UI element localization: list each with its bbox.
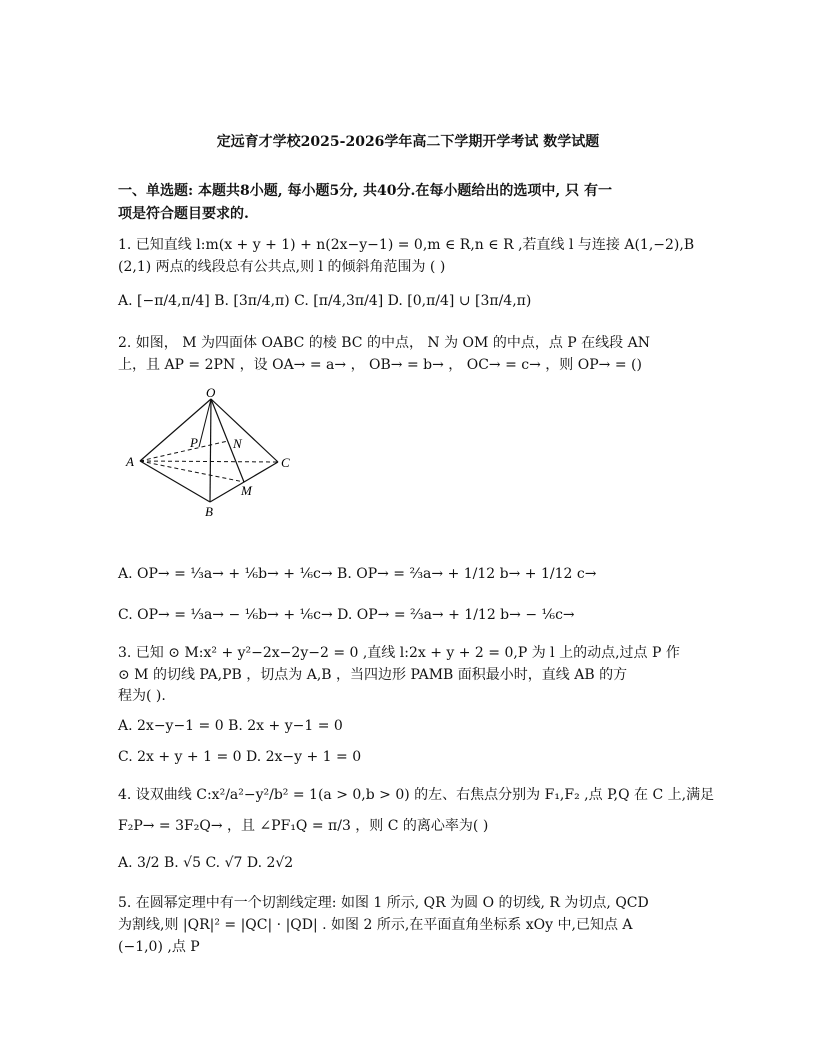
label-M: M (241, 483, 252, 498)
q3-line1: 3. 已知 ⊙ M:x² + y²−2x−2y−2 = 0 ,直线 l:2x + y + 2 = 0,P 为 l 上的动点,过点 P 作 (118, 645, 680, 661)
q1-line1: 1. 已知直线 l:m(x + y + 1) + n(2x−y−1) = 0,m ∈ R,n ∈ R ,若直线 l 与连接 A(1,−2),B (118, 237, 695, 253)
edge-AB (140, 461, 210, 502)
edge-OB (210, 399, 211, 502)
edge-OA (140, 399, 211, 461)
edge-OC (211, 399, 278, 462)
q2-line2: 上，且 AP = 2PN ，设 OA→ = a→ ， OB→ = b→ ， OC→ = c→ ，则 OP→ = () (118, 357, 642, 373)
label-O: O (206, 385, 216, 400)
q4-options: A. 3/2 B. √5 C. √7 D. 2√2 (118, 855, 294, 871)
label-C: C (281, 455, 290, 470)
q3-line2: ⊙ M 的切线 PA,PB ，切点为 A,B ，当四边形 PAMB 面积最小时，直线 AB 的方 (118, 667, 628, 683)
q2-line1: 2. 如图， M 为四面体 OABC 的棱 BC 的中点， N 为 OM 的中点，点 P 在线段 AN (118, 335, 650, 351)
q3-options-cd: C. 2x + y + 1 = 0 D. 2x−y + 1 = 0 (118, 749, 362, 765)
page-title: 定远育才学校2025-2026学年高二下学期开学考试 数学试题 (216, 134, 600, 150)
label-B: B (205, 504, 213, 519)
q4-line2: F₂P→ = 3F₂Q→ ，且 ∠PF₁Q = π/3 ，则 C 的离心率为( ) (118, 818, 489, 834)
q2-options-ab: A. OP→ = ⅓a→ + ⅙b→ + ⅙c→ B. OP→ = ⅔a→ + 1/12 b→ + 1/12 c→ (118, 566, 597, 582)
section-heading-line2: 项是符合题目要求的. (118, 206, 249, 222)
q3-line3: 程为( ). (118, 688, 166, 704)
q4-line1: 4. 设双曲线 C:x²/a²−y²/b² = 1(a > 0,b > 0) 的左、右焦点分别为 F₁,F₂ ,点 P,Q 在 C 上,满足 (118, 787, 715, 803)
q1-options: A. [−π/4,π/4] B. [3π/4,π) C. [π/4,3π/4] D. [0,π/4] ∪ [3π/4,π) (118, 293, 532, 309)
segment-OP (199, 399, 211, 447)
label-P: P (190, 435, 198, 450)
tetrahedron-svg (118, 385, 298, 520)
section-heading-line1: 一、单选题: 本题共8小题, 每小题5分, 共40分.在每小题给出的选项中, 只 有一 (118, 183, 612, 199)
q2-options-cd: C. OP→ = ⅓a→ − ⅙b→ + ⅙c→ D. OP→ = ⅔a→ + 1/12 b→ − ⅙c→ (118, 607, 575, 623)
q5-line2: 为割线,则 |QR|² = |QC| · |QD| . 如图 2 所示,在平面直角坐标系 xOy 中,已知点 A (118, 917, 633, 933)
q1-line2: (2,1) 两点的线段总有公共点,则 l 的倾斜角范围为 ( ) (118, 259, 446, 275)
label-A: A (126, 454, 134, 469)
label-N: N (233, 436, 242, 451)
edge-AC (140, 461, 278, 462)
tetrahedron-figure (118, 385, 298, 524)
q3-options-ab: A. 2x−y−1 = 0 B. 2x + y−1 = 0 (118, 718, 343, 734)
q5-line3: (−1,0) ,点 P (118, 939, 200, 955)
segment-AN (140, 441, 228, 461)
q5-line1: 5. 在圆幂定理中有一个切割线定理: 如图 1 所示, QR 为圆 O 的切线, R 为切点, QCD (118, 895, 649, 911)
segment-AM (140, 461, 244, 482)
